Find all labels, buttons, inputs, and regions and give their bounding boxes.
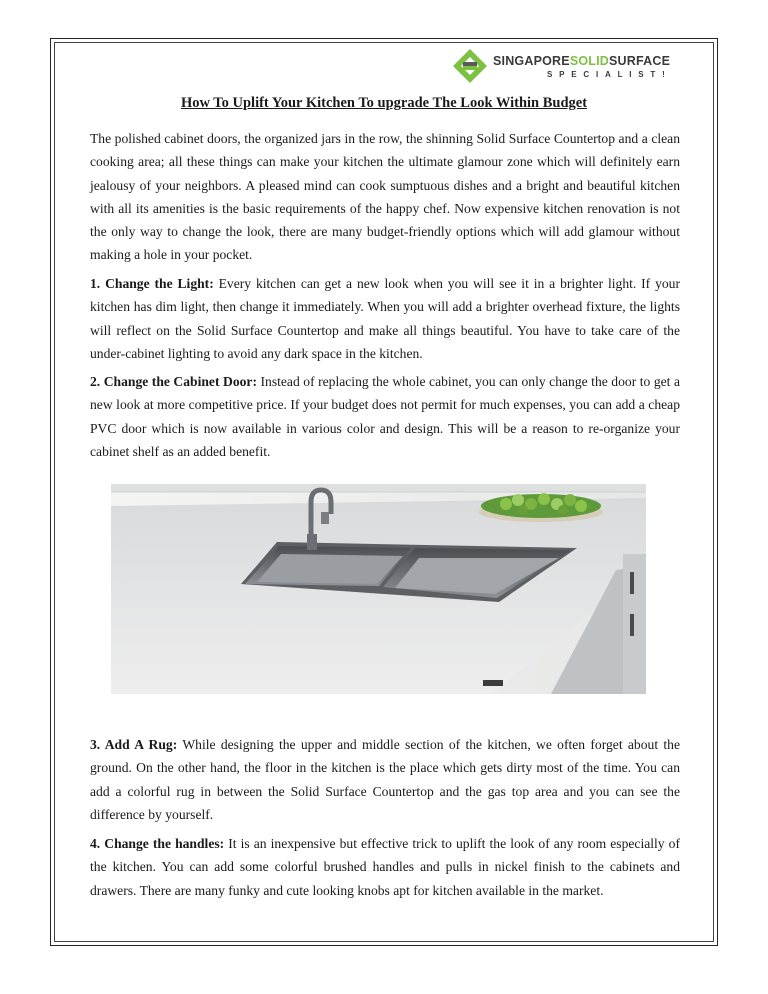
tip-heading: 4. Change the handles: — [90, 836, 225, 851]
logo-tagline: SPECIALIST! — [547, 70, 672, 79]
tip-change-light — [90, 272, 680, 365]
tip-body: Instead of replacing the whole cabinet, you can only change the door to get a new look at more competitive price. If your budget does not permit for much expenses, you can add a cheap PVC door which is now available in various color and design. This will be a reason to re-organize your cabinet shelf as an added benefit. — [90, 374, 680, 459]
logo-name: SINGAPORESOLIDSURFACE — [493, 54, 671, 68]
tip-add-rug — [90, 733, 680, 826]
tip-heading: 1. Change the Light: — [90, 276, 214, 291]
tip-body: Every kitchen can get a new look when you will see it in a brighter light. If your kitchen has dim light, then change it immediately. When you will add a brighter overhead fixture, the lights will reflect on the Solid Surface Countertop and make all things beautiful. You have to take care of the under-cabinet lighting to avoid any dark space in the kitchen. — [90, 276, 680, 361]
tip-body: It is an inexpensive but effective trick to uplift the look of any room especially of the kitchen. You can add some colorful brushed handles and pulls in nickel finish to the cabinets and drawers. There are many funky and cute looking knobs apt for kitchen available in the market. — [90, 836, 680, 898]
logo-mark-icon — [449, 47, 491, 85]
tip-change-handles — [90, 832, 680, 902]
tip-body: While designing the upper and middle section of the kitchen, we often forget about the ground. On the other hand, the floor in the kitchen is the place which gets dirty most of the time. You can add a colorful rug in between the Solid Surface Countertop and the gas top area and you can see the difference by yourself. — [90, 737, 680, 822]
intro-paragraph: The polished cabinet doors, the organized jars in the row, the shinning Solid Surface Countertop and a clean cooking area; all these things can make your kitchen the ultimate glamour zone which will definitely earn jealousy of your neighbors. A pleased mind can cook sumptuous dishes and a bright and beautiful kitchen with all its amenities is the basic requirements of the happy chef. Now expensive kitchen renovation is not the only way to change the look, there are many budget-friendly options which will add glamour without making a hole in your pocket. — [90, 131, 680, 263]
tip-heading: 2. Change the Cabinet Door: — [90, 374, 257, 389]
tip-heading: 3. Add A Rug: — [90, 737, 178, 752]
tip-change-cabinet-door — [90, 370, 680, 463]
page-title: How To Uplift Your Kitchen To upgrade The Look Within Budget — [180, 95, 588, 111]
company-logo — [449, 47, 674, 85]
kitchen-countertop-photo — [111, 484, 646, 694]
